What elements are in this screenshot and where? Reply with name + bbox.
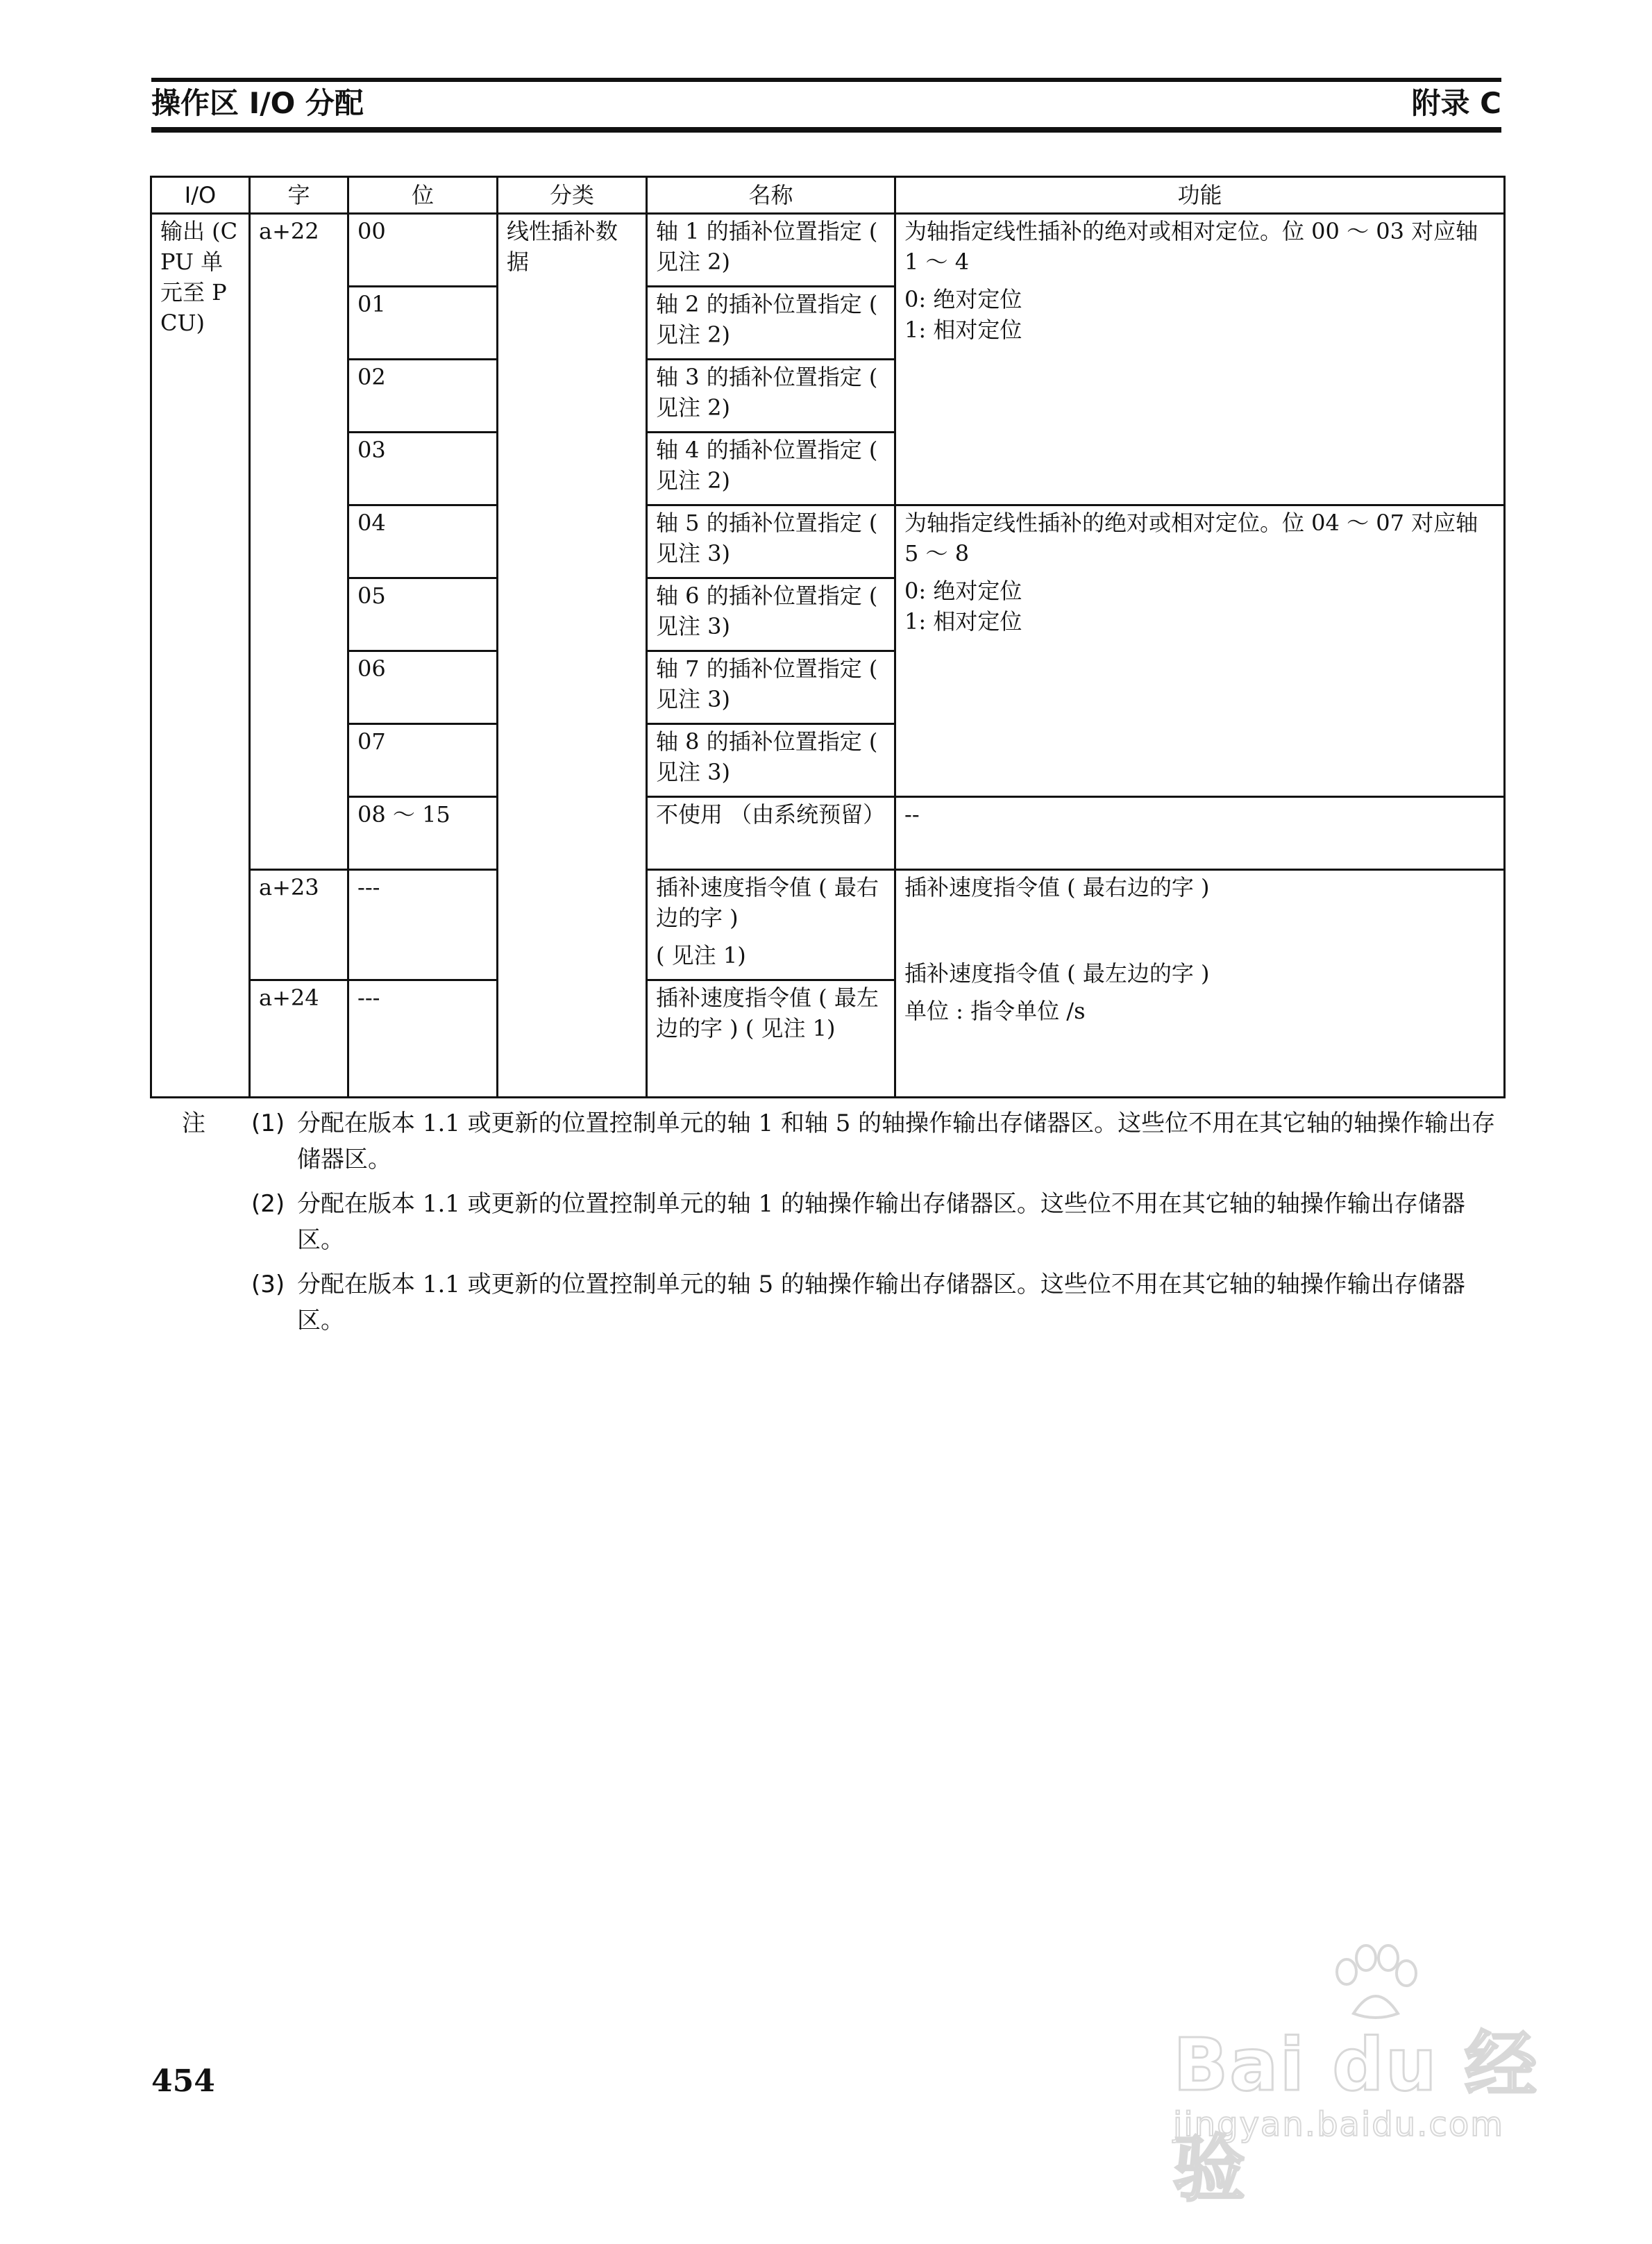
list-item [182, 1186, 1501, 1258]
col-header-word: 字 [250, 177, 348, 214]
name-cell: 轴 5 的插补位置指定 ( 见注 3) [647, 505, 895, 578]
name-cell: 轴 8 的插补位置指定 ( 见注 3) [647, 724, 895, 797]
name-cell: 轴 3 的插补位置指定 ( 见注 2) [647, 360, 895, 433]
function-cell [895, 870, 1505, 1098]
name-cell: 不使用 （由系统预留） [647, 797, 895, 870]
col-header-bit: 位 [348, 177, 498, 214]
name-note: ( 见注 1) [656, 942, 746, 969]
name-cell: 轴 2 的插补位置指定 ( 见注 2) [647, 287, 895, 360]
function-desc: 为轴指定线性插补的绝对或相对定位。位 04 ～ 07 对应轴 5 ～ 8 [904, 510, 1478, 567]
function-option: 0: 绝对定位 [904, 286, 1022, 312]
table-row [151, 797, 1505, 870]
appendix-label: 附录 C [1411, 86, 1501, 120]
function-option: 0: 绝对定位 [904, 578, 1022, 604]
bit-cell: 06 [348, 651, 498, 724]
bit-cell: 05 [348, 578, 498, 651]
bit-cell: 01 [348, 287, 498, 360]
note-text: 分配在版本 1.1 或更新的位置控制单元的轴 1 和轴 5 的轴操作输出存储器区。这些位不用在其它轴的轴操作输出存储器区。 [297, 1110, 1496, 1173]
function-cell [895, 505, 1505, 797]
table-header-row [151, 177, 1505, 214]
page-header [151, 82, 1501, 125]
name-text: 插补速度指令值 ( 最右边的字 ) [656, 874, 879, 931]
note-number: (1) [251, 1110, 285, 1137]
word-cell: a+24 [250, 980, 348, 1098]
col-header-io: I/O [151, 177, 250, 214]
header-rule-bottom [151, 127, 1501, 133]
function-cell: -- [895, 797, 1505, 870]
word-cell: a+23 [250, 870, 348, 980]
function-option: 1: 相对定位 [904, 317, 1022, 343]
name-cell [647, 870, 895, 980]
io-cell: 输出 (CPU 单元至 PCU) [151, 214, 250, 1098]
table-row [151, 214, 1505, 287]
bit-cell: 07 [348, 724, 498, 797]
page-number: 454 [151, 2063, 215, 2099]
notes-label: 注 [182, 1110, 205, 1137]
section-title: 操作区 I/O 分配 [151, 86, 364, 120]
table-row [151, 505, 1505, 578]
function-cell [895, 214, 1505, 505]
table-row [151, 870, 1505, 980]
bit-cell: --- [348, 980, 498, 1098]
bit-cell: 02 [348, 360, 498, 433]
function-desc: 插补速度指令值 ( 最左边的字 ) [904, 960, 1210, 987]
bit-cell: 03 [348, 433, 498, 505]
name-cell: 轴 7 的插补位置指定 ( 见注 3) [647, 651, 895, 724]
col-header-name: 名称 [647, 177, 895, 214]
note-number: (2) [251, 1190, 285, 1218]
function-unit: 单位 : 指令单位 /s [904, 998, 1086, 1024]
note-text: 分配在版本 1.1 或更新的位置控制单元的轴 1 的轴操作输出存储器区。这些位不用在其它轴的轴操作输出存储器区。 [297, 1190, 1465, 1254]
col-header-function: 功能 [895, 177, 1505, 214]
watermark-url: jingyan.baidu.com [1173, 2105, 1504, 2144]
watermark-logo: Bai du 经验 [1173, 2023, 1538, 2211]
io-allocation-table [150, 176, 1506, 1098]
list-item [182, 1105, 1501, 1178]
name-cell: 轴 1 的插补位置指定 ( 见注 2) [647, 214, 895, 287]
word-cell: a+22 [250, 214, 348, 870]
bit-cell: 00 [348, 214, 498, 287]
name-cell: 轴 6 的插补位置指定 ( 见注 3) [647, 578, 895, 651]
function-option: 1: 相对定位 [904, 608, 1022, 635]
note-number: (3) [251, 1271, 285, 1298]
category-cell: 线性插补数据 [498, 214, 647, 1098]
col-header-category: 分类 [498, 177, 647, 214]
baidu-watermark [1173, 1944, 1562, 2211]
bit-cell: 08 ～ 15 [348, 797, 498, 870]
bit-cell: 04 [348, 505, 498, 578]
function-desc: 插补速度指令值 ( 最右边的字 ) [904, 874, 1210, 901]
note-text: 分配在版本 1.1 或更新的位置控制单元的轴 5 的轴操作输出存储器区。这些位不用在其它轴的轴操作输出存储器区。 [297, 1271, 1465, 1334]
name-cell: 轴 4 的插补位置指定 ( 见注 2) [647, 433, 895, 505]
function-desc: 为轴指定线性插补的绝对或相对定位。位 00 ～ 03 对应轴 1 ～ 4 [904, 218, 1478, 275]
name-cell: 插补速度指令值 ( 最左边的字 ) ( 见注 1) [647, 980, 895, 1098]
notes-section [182, 1105, 1501, 1347]
list-item [182, 1266, 1501, 1339]
bit-cell: --- [348, 870, 498, 980]
